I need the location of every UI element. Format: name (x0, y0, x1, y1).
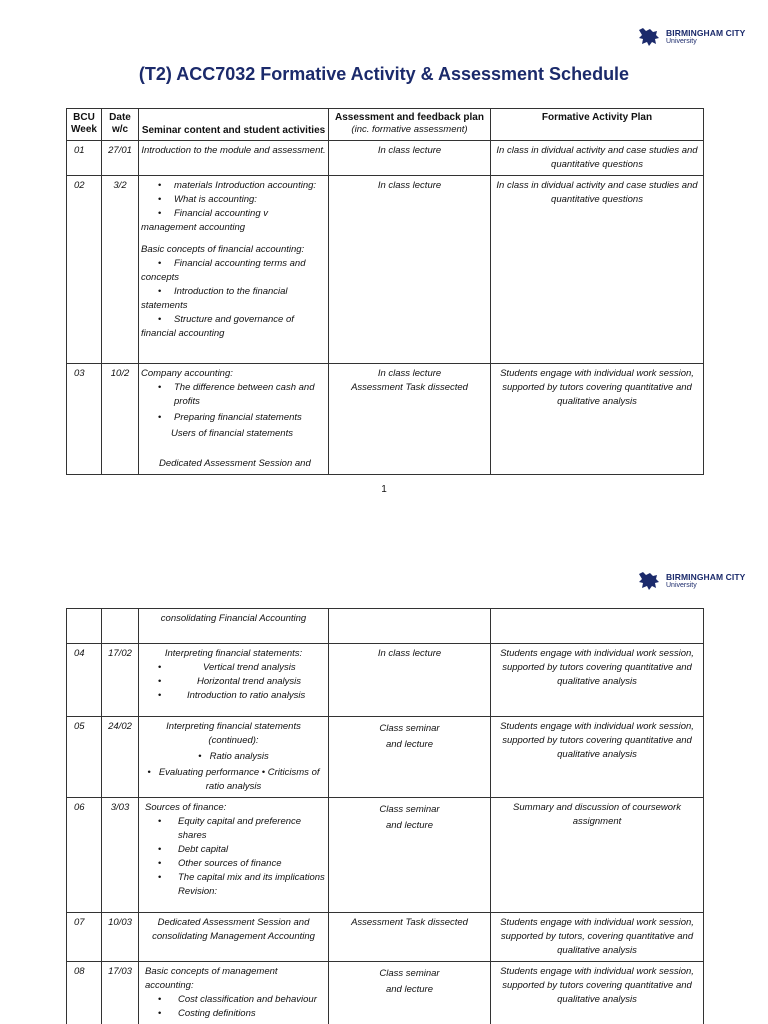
section-heading: Basic concepts of management accounting: (145, 966, 278, 991)
list-item: • Debt capital (141, 843, 326, 857)
list-item: • The difference between cash and profits (141, 381, 326, 409)
list-item: • Ratio analysis (141, 750, 326, 764)
content-cell: Dedicated Assessment Session and consolidating Management Accounting (139, 913, 329, 962)
plan-cell: Class seminar and lecture (329, 798, 491, 913)
content-cell (139, 644, 329, 717)
plan-cell: In class lecture (329, 141, 491, 176)
plan-cell: In class lecture (329, 644, 491, 717)
content-cell (139, 798, 329, 913)
list-item: • materials Introduction accounting: (141, 179, 326, 193)
formative-cell: Students engage with individual work session, supported by tutors covering quantitative and qualitative analysis (491, 962, 704, 1024)
content-cell: • materials Introduction accounting: • What is accounting: • Financial accounting v management accounting Basic concepts of financial accounting: • Financial accounting terms and concepts • Introduction to the financial statements • Structure and governance of financial accounting (139, 176, 329, 364)
logo-text-line1: BIRMINGHAM CITY (666, 27, 746, 38)
section-heading: Interpreting financial statements: (164, 648, 303, 659)
table-row (67, 913, 704, 962)
date-cell: 3/03 (102, 798, 139, 913)
page-title: (T2) ACC7032 Formative Activity & Assessment Schedule (138, 64, 630, 84)
plan-cell: Class seminar and lecture (329, 962, 491, 1024)
date-cell: 10/03 (102, 913, 139, 962)
plan-cell: In class lecture (329, 176, 491, 364)
plan-cell: Class seminar and lecture (329, 717, 491, 798)
logo-text-line2: University (666, 38, 697, 46)
logo-text-line1: BIRMINGHAM CITY (666, 571, 746, 582)
content-cell: consolidating Financial Accounting (139, 609, 329, 644)
table-header-row (67, 109, 704, 141)
content-cell: Introduction to the module and assessment. (139, 141, 329, 176)
university-logo (637, 26, 745, 48)
date-cell: 3/2 (102, 176, 139, 364)
formative-cell: Summary and discussion of coursework assignment (491, 798, 704, 913)
table-row (67, 141, 704, 176)
table-row (67, 176, 704, 364)
table-row (67, 962, 704, 1024)
university-logo (637, 570, 745, 592)
date-cell: 27/01 (102, 141, 139, 176)
list-item: • Cost classification and behaviour (141, 993, 326, 1007)
list-item: • Preparing financial statements (141, 411, 326, 425)
header-week: BCU Week (67, 109, 102, 141)
lion-crest-icon (637, 26, 661, 48)
content-cell (139, 962, 329, 1024)
section-heading: Basic concepts of financial accounting: (141, 244, 305, 255)
table-row (67, 717, 704, 798)
section-heading: Sources of finance: (145, 802, 227, 813)
plan-cell: In class lecture Assessment Task dissected (329, 364, 491, 475)
plan-cell: Assessment Task dissected (329, 913, 491, 962)
table-row (67, 364, 704, 475)
date-cell: 17/02 (102, 644, 139, 717)
formative-cell: Students engage with individual work session, supported by tutors, covering quantitative and qualitative analysis (491, 913, 704, 962)
formative-cell: Students engage with individual work session, supported by tutors covering quantitative and qualitative analysis (491, 364, 704, 475)
date-cell: 10/2 (102, 364, 139, 475)
section-heading: Interpreting financial statements (continued): (166, 721, 301, 746)
list-item: • Financial accounting terms and (141, 257, 326, 271)
header-seminar: Seminar content and student activities (139, 109, 329, 141)
week-cell: 01 (67, 141, 102, 176)
list-item: • Structure and governance of (141, 313, 326, 327)
list-item: • Other sources of finance (141, 857, 326, 871)
date-cell: 17/03 (102, 962, 139, 1024)
page-number: 1 (381, 484, 387, 495)
schedule-table-page-2 (66, 608, 704, 1024)
lion-crest-icon (637, 570, 661, 592)
formative-cell: Students engage with individual work session, supported by tutors covering quantitative and qualitative analysis (491, 717, 704, 798)
table-row (67, 644, 704, 717)
week-cell: 08 (67, 962, 102, 1024)
content-cell (139, 717, 329, 798)
list-item: • Introduction to ratio analysis (141, 689, 326, 703)
list-item: • The capital mix and its implications Revision: (141, 871, 326, 899)
table-row (67, 609, 704, 644)
list-item: • Costing definitions (141, 1007, 326, 1021)
list-item: • What is accounting: (141, 193, 326, 207)
week-cell: 04 (67, 644, 102, 717)
formative-cell: In class in dividual activity and case studies and quantitative questions (491, 176, 704, 364)
header-date: Date w/c (102, 109, 139, 141)
logo-text-line2: University (666, 582, 697, 590)
schedule-table-page-1 (66, 108, 704, 475)
list-item: • Equity capital and preference shares (141, 815, 326, 843)
week-cell: 05 (67, 717, 102, 798)
date-cell: 24/02 (102, 717, 139, 798)
list-item: • Horizontal trend analysis (141, 675, 326, 689)
list-item: • Introduction to the financial (141, 285, 326, 299)
list-item: • Financial accounting v (141, 207, 326, 221)
formative-cell: In class in dividual activity and case studies and quantitative questions (491, 141, 704, 176)
week-cell: 02 (67, 176, 102, 364)
week-cell: 03 (67, 364, 102, 475)
week-cell: 06 (67, 798, 102, 913)
section-heading: Company accounting: (141, 368, 233, 379)
list-item: • Vertical trend analysis (141, 661, 326, 675)
list-item: • Evaluating performance • Criticisms of ratio analysis (141, 766, 326, 794)
content-cell: Company accounting: • The difference between cash and profits • Preparing financial statements Users of financial statements Dedicated Assessment Session and (139, 364, 329, 475)
week-cell: 07 (67, 913, 102, 962)
formative-cell: Students engage with individual work session, supported by tutors covering quantitative and qualitative analysis (491, 644, 704, 717)
header-plan: Assessment and feedback plan (inc. formative assessment) (329, 109, 491, 141)
table-row (67, 798, 704, 913)
header-formative: Formative Activity Plan (491, 109, 704, 141)
